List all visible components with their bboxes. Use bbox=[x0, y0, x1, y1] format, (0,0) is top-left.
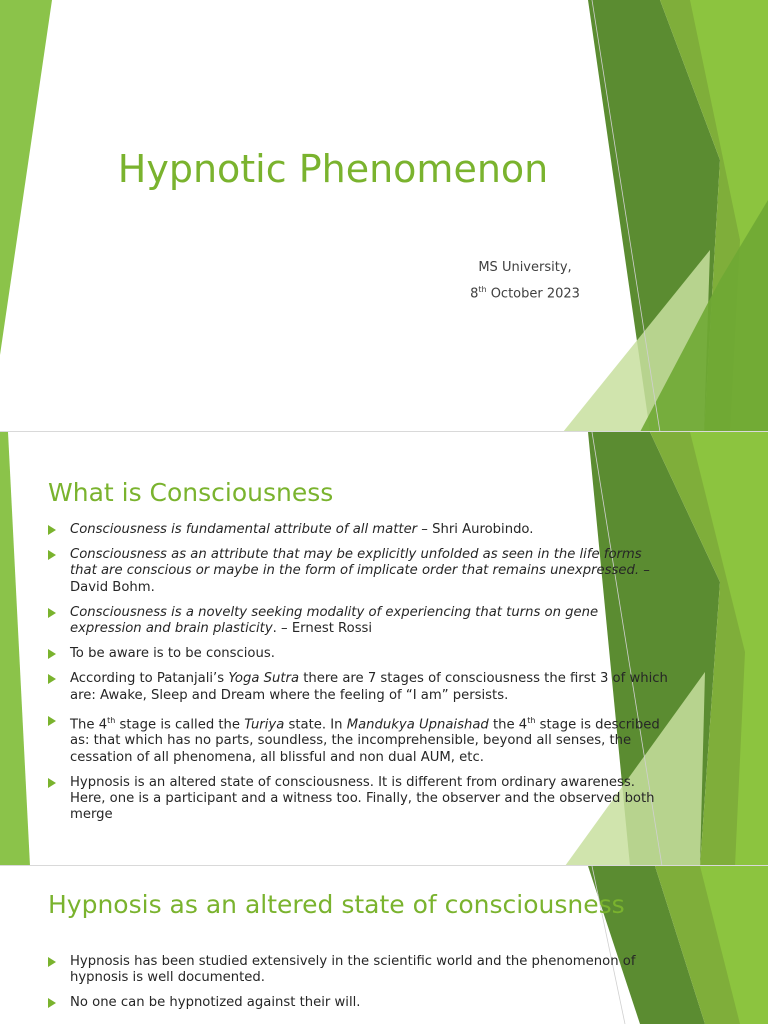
list-item: Consciousness as an attribute that may be explicitly unfolded as seen in the life forms that are conscious or maybe in the form of implicate order that remains unexpressed. – David Bohm. bbox=[48, 547, 668, 596]
bullet-triangle-icon bbox=[48, 778, 56, 788]
bullet-triangle-icon bbox=[48, 525, 56, 535]
list-item: To be aware is to be conscious. bbox=[48, 646, 668, 662]
list-item: According to Patanjali’s Yoga Sutra there are 7 stages of consciousness the first 3 of which are: Awake, Sleep and Dream where the feeling of “I am” persists. bbox=[48, 671, 668, 703]
left-green-sliver bbox=[0, 432, 30, 866]
altered-state-slide bbox=[0, 866, 768, 1024]
list-item: No one can be hypnotized against their will. bbox=[48, 995, 668, 1011]
title-slide bbox=[0, 0, 768, 432]
institution-text: MS University, bbox=[478, 260, 572, 275]
bullet-triangle-icon bbox=[48, 998, 56, 1008]
bullet-triangle-icon bbox=[48, 550, 56, 560]
bullet-triangle-icon bbox=[48, 716, 56, 726]
bullet-triangle-icon bbox=[48, 649, 56, 659]
bullet-list bbox=[48, 954, 668, 1021]
list-item: Hypnosis is an altered state of consciousness. It is different from ordinary awareness. Here, one is a participant and a witness too. Finally, the observer and the observed both merge bbox=[48, 775, 668, 824]
consciousness-slide bbox=[0, 432, 768, 866]
green-facet-decoration bbox=[0, 0, 768, 432]
list-item: The 4th stage is called the Turiya state. In Mandukya Upnaishad the 4th stage is described as: that which has no parts, soundless, the incomprehensible, beyond all senses, the cessation of all phenomena, all blissful and non dual AUM, etc. bbox=[48, 713, 668, 766]
slide-heading: What is Consciousness bbox=[48, 478, 334, 507]
date-text: 8th October 2023 bbox=[470, 285, 580, 302]
bullet-triangle-icon bbox=[48, 674, 56, 684]
bullet-triangle-icon bbox=[48, 957, 56, 967]
list-item: Consciousness is fundamental attribute of all matter – Shri Aurobindo. bbox=[48, 522, 668, 538]
bullet-triangle-icon bbox=[48, 608, 56, 618]
list-item: Consciousness is a novelty seeking modality of experiencing that turns on gene expression and brain plasticity. – Ernest Rossi bbox=[48, 605, 668, 637]
bullet-list bbox=[48, 522, 668, 832]
list-item: Hypnosis has been studied extensively in the scientific world and the phenomenon of hypnosis is well documented. bbox=[48, 954, 668, 986]
slide-heading: Hypnosis as an altered state of consciousness bbox=[48, 890, 625, 919]
slide-title: Hypnotic Phenomenon bbox=[117, 147, 549, 191]
